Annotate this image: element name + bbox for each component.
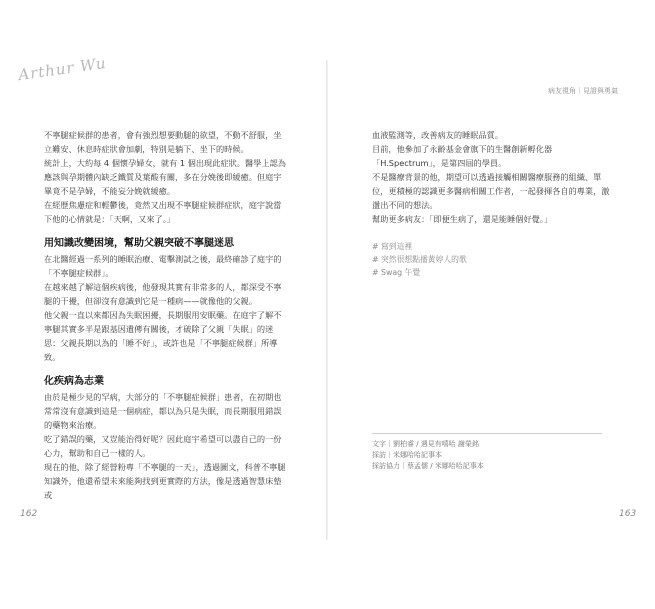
hashtag: # 寫到這裡 [372,242,413,251]
body-paragraph: 吃了錯誤的藥，又豈能治得好呢？因此庭宇希望可以盡自己的一份心力，幫助和自己一樣的人。 [44,434,282,458]
page-number-right: 163 [619,509,637,519]
credit-line: 採訪｜米娜哈哈記事本 [372,451,442,459]
body-paragraph: 血液監測等，改善病友的睡眠品質。 [372,130,504,140]
section-heading: 化疾病為志業 [44,376,104,387]
body-paragraph: 在經歷焦慮症和輕鬱後，竟然又出現不寧腿症候群症狀，庭宇說當下他的心情就是：「天啊，又來了。」 [44,200,282,224]
credit-line: 文字｜劉柏睿 / 遇見有嘻哈 謝榮銘 [372,440,480,448]
handwritten-signature: Arthur Wu [17,53,108,85]
hashtag: # Swag 午覺 [372,268,421,277]
hashtag: # 突然很想點播黃婷人的歌 [372,255,467,264]
running-head: 病友視角｜見證與勇氣 [548,87,618,95]
body-paragraph: 統計上，大約每 4 個懷孕婦女，就有 1 個出現此症狀。醫學上認為應該與孕期體內缺乏鐵質及葉酸有關，多在分娩後即緩癒。但庭宇畢竟不是孕婦，不能妄分娩就緩癒。 [44,158,286,196]
body-paragraph: 由於是極少見的罕病，大部分的「不寧腿症候群」患者，在初期也常常沒有意識到這是一個病症，都以為只是失眠，而長期服用錯誤的藥物來治療。 [44,392,282,430]
right-page-body [372,128,617,279]
credit-line: 採訪協力｜蔡孟儒 / 米娜哈哈記事本 [372,462,484,470]
hashtag-list [372,240,617,279]
body-paragraph: 在越來越了解這個疾病後，他發現其實有非常多的人，都深受不寧腿的干擾，但卻沒有意識到它是一種病——就像他的父親。 [44,282,282,306]
credits-block [372,433,602,472]
section-heading: 用知識改變困境，幫助父親突破不寧腿迷思 [44,238,234,249]
body-paragraph: 目前，他參加了永齡基金會旗下的生醫創新孵化器「H.Spectrum」，是第四屆的學員。 [372,144,553,168]
body-paragraph: 不寧腿症候群的患者，會有強烈想要動腿的欲望，不動不舒服，坐立難安、休息時症狀會加劇，特別是躺下、坐下的時候。 [44,130,282,154]
body-paragraph: 他父親一直以來都因為失眠困擾，長期服用安眠藥。在庭宇了解不寧腿其實多半是跟基因遺傳有關後，才破除了父親「失眠」的迷思：父親長期以為的「睡不好」，或許也是「不寧腿症候群」所導致。 [44,310,282,362]
body-paragraph: 不是醫療背景的他，期望可以透過接觸相關醫療服務的組織、單位，更積極的認識更多醫病相關工作者，一起發揮各自的專業，激盪出不同的想法。 [372,172,610,210]
body-paragraph: 幫助更多病友：「即便生病了，還是能睡個好覺。」 [372,214,553,224]
body-paragraph: 現在的他，除了經營粉專「不寧腿的一天」，透過圖文，科普不寧腿知識外，他還希望未來能夠找到更實際的方法，像是透過智慧床墊或 [44,462,286,500]
left-page-body [44,128,286,502]
page-number-left: 162 [20,509,38,519]
body-paragraph: 在北醫經過一系列的睡眠治療、電擊測試之後，最終確診了庭宇的「不寧腿症候群」。 [44,254,282,278]
page-gutter [326,60,328,540]
